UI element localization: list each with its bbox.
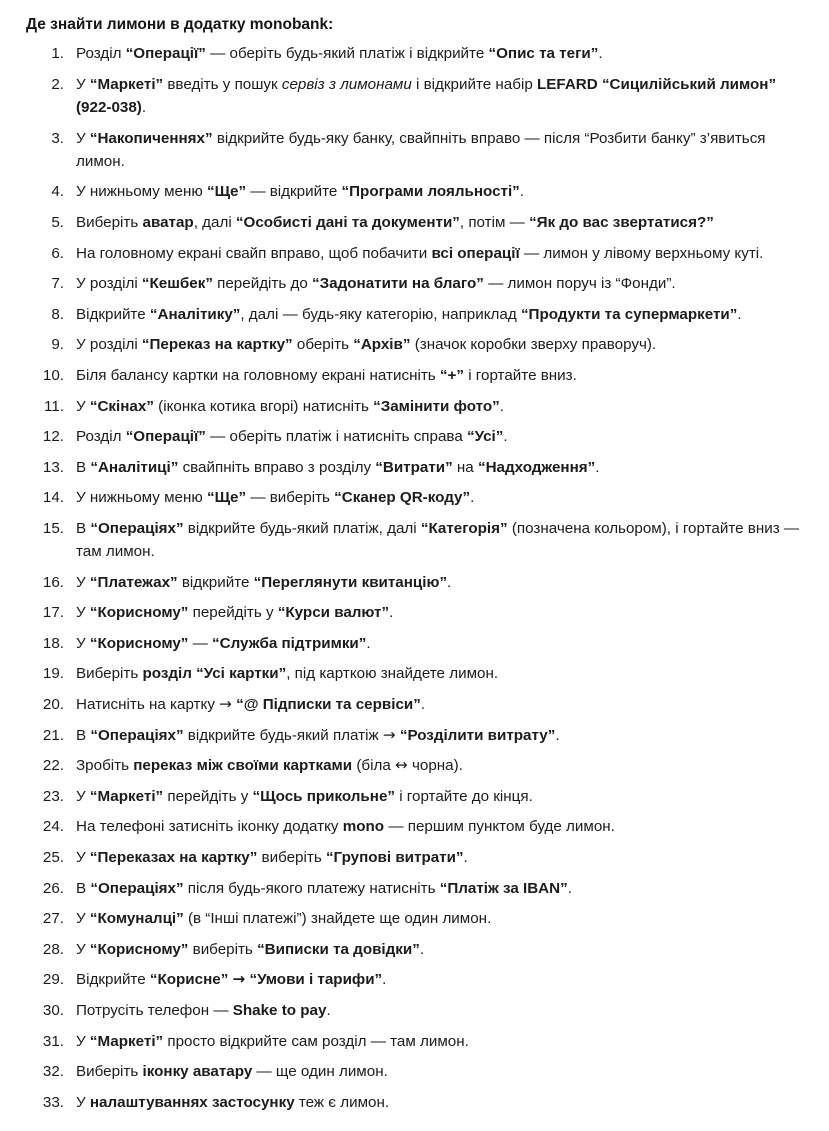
list-item-number: 26. <box>42 879 64 897</box>
list-item-number: 17. <box>42 604 64 622</box>
list-item-text: У розділі “Кешбек” перейдіть до “Задонатити на благо” — лимон поруч із “Фонди”. <box>76 275 676 293</box>
list-item-number: 5. <box>51 214 64 232</box>
list-item <box>26 333 803 356</box>
steps-list <box>26 42 803 1113</box>
list-item <box>26 127 803 173</box>
list-item-number: 20. <box>42 696 64 714</box>
list-item-number: 2. <box>51 76 64 94</box>
list-item-number: 29. <box>42 971 64 989</box>
list-item-text: На головному екрані свайп вправо, щоб побачити всі операції — лимон у лівому верхньому куті. <box>76 244 764 262</box>
list-item <box>26 303 803 326</box>
list-item-number: 21. <box>42 726 64 744</box>
list-item-number: 31. <box>42 1032 64 1050</box>
list-item-number: 25. <box>42 849 64 866</box>
list-item-number: 15. <box>42 519 64 537</box>
list-item-number: 16. <box>42 573 64 591</box>
list-item-number: 24. <box>42 818 64 836</box>
list-item <box>26 1091 803 1114</box>
list-item-number: 6. <box>51 244 64 262</box>
list-item-number: 27. <box>42 910 64 928</box>
list-item-text: Виберіть аватар, далі “Особисті дані та документи”, потім — “Як до вас звертатися?” <box>76 214 714 232</box>
list-item <box>26 815 803 838</box>
list-item <box>26 180 803 203</box>
list-item-number: 1. <box>51 45 64 63</box>
list-item-text: Натисніть на картку → “@ Підписки та сервіси”. <box>76 695 426 714</box>
list-item-text: Зробіть переказ між своїми картками (біла ↔ чорна). <box>76 756 463 775</box>
list-item-text: У “Корисному” — “Служба підтримки”. <box>76 634 371 652</box>
list-item-text: У “Маркеті” введіть у пошук сервіз з лимонами і відкрийте набір LEFARD “Сицилійський лимон” (922-038). <box>76 76 777 117</box>
list-item <box>26 877 803 900</box>
list-item-text: Виберіть розділ “Усі картки”, під карткою знайдете лимон. <box>76 665 499 683</box>
list-item-text: Відкрийте “Аналітику”, далі — будь-яку категорію, наприклад “Продукти та супермаркети”. <box>76 305 742 323</box>
list-item-number: 12. <box>42 428 64 446</box>
list-item-number: 13. <box>42 458 64 476</box>
list-item <box>26 425 803 448</box>
list-item-number: 18. <box>42 634 64 652</box>
list-item-text: В “Операціях” відкрийте будь-який платіж → “Розділити витрату”. <box>76 725 560 744</box>
list-item <box>26 486 803 509</box>
list-item-text: У “Маркеті” просто відкрийте сам розділ — там лимон. <box>76 1032 469 1050</box>
list-item-text: У нижньому меню “Ще” — виберіть “Сканер QR-коду”. <box>76 489 475 507</box>
list-item-text: Потрусіть телефон — Shake to pay. <box>76 1001 331 1019</box>
list-item <box>26 1030 803 1053</box>
list-item-number: 7. <box>51 275 64 293</box>
list-item <box>26 395 803 418</box>
list-item <box>26 968 803 991</box>
list-item-number: 3. <box>51 129 64 147</box>
list-item <box>26 364 803 387</box>
list-item <box>26 73 803 119</box>
list-item-text: У “Скінах” (іконка котика вгорі) натисніть “Замінити фото”. <box>76 397 504 415</box>
list-item <box>26 632 803 655</box>
list-item <box>26 517 803 563</box>
list-item-number: 28. <box>42 940 64 958</box>
list-item-text: У “Переказах на картку” виберіть “Групові витрати”. <box>76 849 468 866</box>
list-item-number: 32. <box>42 1063 64 1081</box>
list-item-number: 4. <box>51 183 64 201</box>
list-item-text: Розділ “Операції” — оберіть будь-який платіж і відкрийте “Опис та теги”. <box>76 45 603 63</box>
list-item <box>26 754 803 777</box>
list-item-number: 8. <box>51 305 64 323</box>
list-item-text: У “Комуналці” (в “Інші платежі”) знайдете ще один лимон. <box>76 910 492 928</box>
list-item-number: 14. <box>42 489 64 507</box>
list-item-text: У “Накопиченнях” відкрийте будь-яку банку, свайпніть вправо — після “Розбити банку” з’явиться лимон. <box>76 129 766 170</box>
list-item <box>26 571 803 594</box>
list-item <box>26 693 803 716</box>
list-item-text: У “Платежах” відкрийте “Переглянути квитанцію”. <box>76 573 452 591</box>
list-item <box>26 938 803 961</box>
list-item <box>26 456 803 479</box>
list-item-text: В “Операціях” відкрийте будь-який платіж, далі “Категорія” (позначена кольором), і гортайте вниз — там лимон. <box>76 519 800 561</box>
list-item-number: 11. <box>44 397 64 415</box>
list-item-text: У “Корисному” перейдіть у “Курси валют”. <box>76 604 394 622</box>
list-item-number: 30. <box>42 1001 64 1019</box>
list-item <box>26 42 803 65</box>
list-item <box>26 785 803 808</box>
list-item-text: У “Корисному” виберіть “Виписки та довідки”. <box>76 940 425 958</box>
list-item-text: У “Маркеті” перейдіть у “Щось прикольне” і гортайте до кінця. <box>76 787 533 805</box>
list-item-number: 10. <box>42 367 64 384</box>
list-item-text: У налаштуваннях застосунку теж є лимон. <box>76 1093 390 1111</box>
list-item-number: 33. <box>42 1093 64 1111</box>
list-item-text: В “Аналітиці” свайпніть вправо з розділу “Витрати” на “Надходження”. <box>76 458 600 476</box>
list-item <box>26 846 803 869</box>
list-item-text: Виберіть іконку аватару — ще один лимон. <box>76 1063 388 1081</box>
list-item-text: У нижньому меню “Ще” — відкрийте “Програми лояльності”. <box>76 183 525 201</box>
list-item-number: 23. <box>42 787 64 805</box>
list-item-text: В “Операціях” після будь-якого платежу натисніть “Платіж за IBAN”. <box>76 879 572 897</box>
list-item <box>26 1060 803 1083</box>
list-item-text: Біля балансу картки на головному екрані натисніть “+” і гортайте вниз. <box>76 367 577 384</box>
list-item <box>26 242 803 265</box>
list-item-number: 19. <box>42 665 64 683</box>
page-title: Де знайти лимони в додатку monobank: <box>26 16 334 33</box>
list-item-text: Розділ “Операції” — оберіть платіж і натисніть справа “Усі”. <box>76 428 508 446</box>
list-item-text: У розділі “Переказ на картку” оберіть “Архів” (значок коробки зверху праворуч). <box>76 336 657 354</box>
list-item <box>26 601 803 624</box>
list-item <box>26 724 803 747</box>
list-item-number: 9. <box>51 336 64 354</box>
list-item-text: Відкрийте “Корисне” → “Умови і тарифи”. <box>76 970 387 989</box>
list-item <box>26 272 803 295</box>
list-item-number: 22. <box>42 757 64 775</box>
list-item <box>26 999 803 1022</box>
list-item-text: На телефоні затисніть іконку додатку mono — першим пунктом буде лимон. <box>76 818 615 836</box>
list-item <box>26 211 803 234</box>
list-item <box>26 662 803 685</box>
list-item <box>26 907 803 930</box>
